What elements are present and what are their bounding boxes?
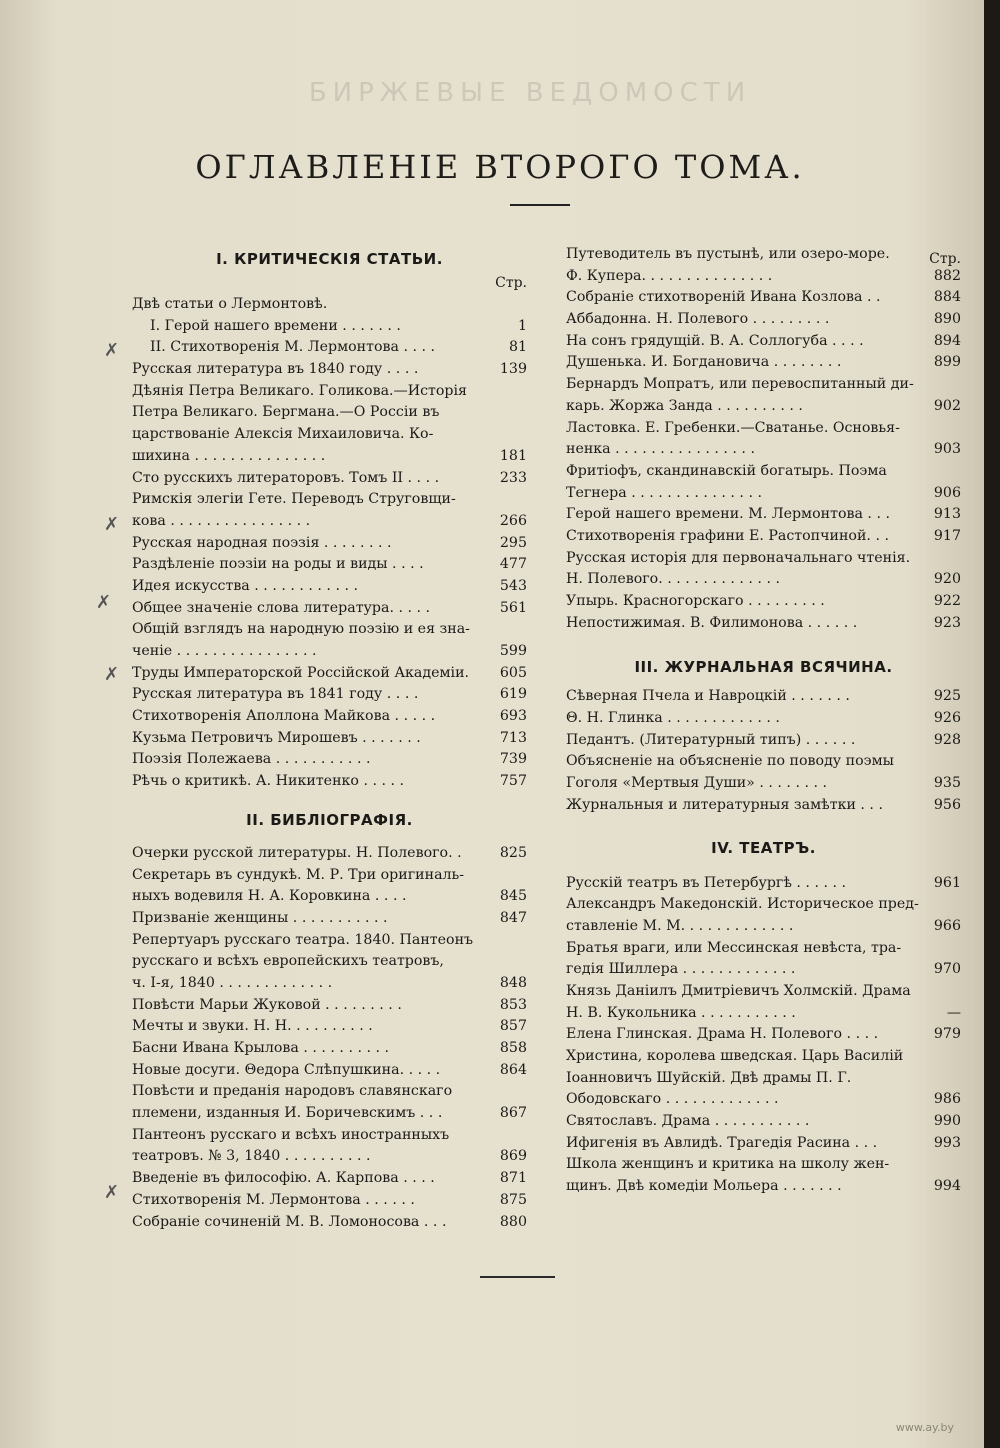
toc-entry-title: Ф. Купера. . . . . . . . . . . . . . . (566, 267, 773, 284)
toc-entry (566, 374, 961, 396)
section-critical-list (132, 294, 527, 793)
toc-entry-page: 871 (499, 1170, 527, 1187)
toc-entry (132, 402, 527, 424)
toc-entry (132, 886, 527, 908)
toc-entry-title: Θ. Н. Глинка . . . . . . . . . . . . . (566, 710, 780, 727)
toc-entry (132, 1038, 527, 1060)
toc-entry (132, 337, 527, 359)
toc-entry-title: Журнальныя и литературныя замѣтки . . . (566, 796, 883, 813)
toc-entry-page: 993 (933, 1134, 961, 1151)
toc-entry (566, 309, 961, 331)
toc-entry (132, 1060, 527, 1082)
toc-entry-page: 266 (499, 512, 527, 529)
toc-entry (132, 316, 527, 338)
toc-entry (566, 981, 961, 1003)
toc-entry (566, 331, 961, 353)
toc-entry-title: племени, изданныя И. Боричевскимъ . . . (132, 1105, 443, 1122)
book-spine-edge (984, 0, 1000, 1448)
toc-entry (132, 641, 527, 663)
toc-entry (566, 526, 961, 548)
section-heading-critical: I. КРИТИЧЕСКІЯ СТАТЬИ. (216, 250, 443, 268)
toc-entry (132, 663, 527, 685)
toc-entry (566, 1068, 961, 1090)
toc-entry-title: Князь Даніилъ Дмитріевичъ Холмскій. Драма (566, 982, 911, 999)
toc-entry-title: Мечты и звуки. Н. Н. . . . . . . . . . (132, 1018, 373, 1035)
toc-entry (132, 1081, 527, 1103)
toc-entry-page: 899 (933, 354, 961, 371)
toc-entry (566, 396, 961, 418)
toc-entry-page: 845 (499, 888, 527, 905)
toc-entry-page: 619 (499, 686, 527, 703)
section-heading-bibliography: II. БИБЛІОГРАФІЯ. (246, 810, 413, 829)
toc-entry-title: кова . . . . . . . . . . . . . . . . (132, 512, 311, 529)
toc-entry (132, 995, 527, 1017)
toc-entry-title: Н. Полевого. . . . . . . . . . . . . . (566, 571, 780, 588)
toc-entry-page: 882 (933, 267, 961, 284)
watermark: www.ay.by (895, 1421, 954, 1434)
toc-entry-page: 81 (508, 339, 527, 356)
toc-entry-title: Идея искусства . . . . . . . . . . . . (132, 577, 359, 594)
toc-entry (566, 1089, 961, 1111)
right-column (566, 246, 961, 1198)
toc-entry-page: 605 (499, 664, 527, 681)
toc-entry-page: 913 (933, 506, 961, 523)
toc-entry (132, 843, 527, 865)
toc-entry-title: Н. В. Кукольника . . . . . . . . . . . (566, 1004, 796, 1021)
toc-entry (132, 598, 527, 620)
toc-entry (132, 468, 527, 490)
toc-entry (132, 1016, 527, 1038)
toc-entry-title: Общее значеніе слова литература. . . . . (132, 599, 431, 616)
section-journal-list (566, 686, 961, 816)
toc-entry (566, 708, 961, 730)
toc-entry-title: Сѣверная Пчела и Навроцкій . . . . . . . (566, 688, 850, 705)
toc-entry (132, 576, 527, 598)
toc-entry (132, 706, 527, 728)
section-bibliography-continued-list (566, 244, 961, 634)
toc-entry-title: Двѣ статьи о Лермонтовѣ. (132, 296, 328, 312)
toc-entry-title: Басни Ивана Крылова . . . . . . . . . . (132, 1040, 390, 1056)
toc-entry (132, 1190, 527, 1212)
toc-entry-page: 925 (933, 688, 961, 705)
toc-entry-page: 864 (499, 1061, 527, 1078)
toc-entry-page: 848 (499, 974, 527, 991)
toc-entry-title: Русская литература въ 1841 году . . . . (132, 686, 419, 703)
toc-entry-title: Секретарь въ сундукѣ. М. Р. Три оригиналь- (132, 866, 465, 883)
toc-entry (132, 973, 527, 995)
toc-entry (566, 1024, 961, 1046)
toc-entry (566, 352, 961, 374)
toc-entry (566, 686, 961, 708)
toc-entry-page: 825 (499, 844, 527, 861)
toc-entry (132, 908, 527, 930)
toc-entry-title: Объясненіе на объясненіе по поводу поэмы (566, 753, 894, 770)
toc-entry-page: 867 (499, 1105, 527, 1122)
left-column (132, 246, 527, 1233)
toc-entry-title: Русская исторія для первоначальнаго чтенія. (566, 549, 911, 566)
toc-entry-page: 543 (499, 577, 527, 594)
toc-entry (132, 359, 527, 381)
toc-entry-title: Раздѣленіе поэзіи на роды и виды . . . . (132, 556, 424, 573)
toc-entry-title: Фритіофъ, скандинавскій богатырь. Поэма (566, 462, 887, 479)
toc-entry-title: Призваніе женщины . . . . . . . . . . . (132, 909, 388, 926)
toc-entry-title: щинъ. Двѣ комедіи Мольера . . . . . . . (566, 1178, 842, 1195)
toc-entry-page: 713 (499, 729, 527, 746)
toc-entry (132, 771, 527, 793)
toc-entry-title: Ифигенія въ Авлидѣ. Трагедія Расина . . . (566, 1134, 878, 1151)
toc-entry-page: 961 (933, 874, 961, 891)
toc-entry-title: шихина . . . . . . . . . . . . . . . (132, 447, 326, 464)
toc-entry (566, 287, 961, 309)
toc-entry (132, 1212, 527, 1234)
toc-entry-title: Братья враги, или Мессинская невѣста, тра- (566, 939, 902, 956)
toc-entry-page: 922 (933, 593, 961, 609)
toc-entry-page: 926 (933, 710, 961, 727)
toc-entry-title: Русская народная поэзія . . . . . . . . (132, 534, 392, 551)
toc-entry (566, 1133, 961, 1155)
toc-entry-title: карь. Жоржа Занда . . . . . . . . . . (566, 397, 803, 414)
toc-entry-page: 966 (933, 917, 961, 934)
title-divider (510, 204, 570, 206)
toc-entry-page: 890 (933, 311, 961, 328)
toc-entry-page: 979 (933, 1026, 961, 1043)
toc-entry (132, 728, 527, 750)
toc-entry-title: гедія Шиллера . . . . . . . . . . . . . (566, 961, 796, 978)
toc-entry-page: 853 (499, 996, 527, 1013)
pencil-check-mark: ✗ (104, 664, 120, 685)
toc-entry (132, 865, 527, 887)
toc-entry (132, 749, 527, 771)
bleed-through-header: БИРЖЕВЫЕ ВЕДОМОСТИ (308, 78, 752, 108)
toc-entry-page: 858 (499, 1040, 527, 1056)
toc-entry (566, 439, 961, 461)
toc-entry (132, 1168, 527, 1190)
toc-entry (566, 730, 961, 752)
page-title: ОГЛАВЛЕНІЕ ВТОРОГО ТОМА. (195, 148, 805, 186)
section-heading-theatre: IV. ТЕАТРЪ. (711, 838, 816, 857)
toc-entry-title: ненка . . . . . . . . . . . . . . . . (566, 441, 755, 458)
toc-entry (566, 773, 961, 795)
toc-entry (132, 533, 527, 555)
closing-rule (480, 1276, 555, 1278)
toc-entry-page: 986 (933, 1091, 961, 1108)
toc-entry-title: Рѣчь о критикѣ. А. Никитенко . . . . . (132, 773, 405, 790)
toc-entry (132, 684, 527, 706)
toc-entry-page: 295 (499, 534, 527, 551)
toc-entry-title: Стихотворенія Аполлона Майкова . . . . . (132, 708, 436, 725)
toc-entry-title: Школа женщинъ и критика на школу жен- (566, 1156, 890, 1173)
toc-entry (566, 504, 961, 526)
pencil-check-mark: ✗ (104, 514, 120, 535)
toc-entry-page: 894 (933, 332, 961, 349)
toc-entry-page: — (946, 1004, 961, 1021)
toc-entry-title: Стихотворенія М. Лермонтова . . . . . . (132, 1191, 415, 1208)
toc-entry-page: 233 (499, 469, 527, 486)
toc-entry-page: 847 (499, 909, 527, 926)
pencil-check-mark: ✗ (96, 592, 112, 613)
toc-entry (566, 418, 961, 440)
toc-entry (566, 938, 961, 960)
toc-entry-page: 857 (499, 1018, 527, 1035)
toc-entry (566, 795, 961, 817)
toc-entry (132, 930, 527, 952)
toc-entry-title: Новые досуги. Θедора Слѣпушкина. . . . . (132, 1061, 441, 1078)
toc-entry-page: 990 (933, 1113, 961, 1130)
toc-entry-page: 906 (933, 484, 961, 501)
toc-entry-page: 928 (933, 731, 961, 748)
toc-entry (132, 381, 527, 403)
toc-entry (132, 951, 527, 973)
toc-entry-title: Петра Великаго. Бергмана.—О Россіи въ (132, 404, 440, 421)
section-bibliography-list (132, 843, 527, 1233)
toc-entry (566, 1154, 961, 1176)
toc-entry-title: На сонъ грядущій. В. А. Соллогуба . . . . (566, 332, 864, 349)
toc-entry (132, 489, 527, 511)
toc-entry (566, 1003, 961, 1025)
toc-entry-title: Елена Глинская. Драма Н. Полевого . . . . (566, 1026, 879, 1043)
toc-entry-page: 970 (933, 961, 961, 978)
toc-entry-title: Общій взглядъ на народную поэзію и ея зна- (132, 621, 470, 638)
toc-entry-title: Душенька. И. Богдановича . . . . . . . . (566, 354, 842, 371)
toc-entry (132, 424, 527, 446)
toc-entry-title: Дѣянія Петра Великаго. Голикова.—Исторія (132, 382, 468, 399)
pencil-check-mark: ✗ (104, 340, 120, 361)
toc-entry-page: 956 (933, 796, 961, 813)
toc-entry (132, 446, 527, 468)
toc-entry-title: театровъ. № 3, 1840 . . . . . . . . . . (132, 1148, 371, 1165)
toc-entry-title: Герой нашего времени. М. Лермонтова . . . (566, 506, 890, 523)
toc-entry (566, 751, 961, 773)
toc-entry-title: Іоанновичъ Шуйскій. Двѣ драмы П. Г. (566, 1069, 852, 1086)
toc-entry (132, 1146, 527, 1168)
toc-entry-title: Собраніе сочиненій М. В. Ломоносова . . . (132, 1213, 447, 1230)
toc-entry-title: Повѣсти Марьи Жуковой . . . . . . . . . (132, 996, 402, 1013)
toc-entry-page: 875 (499, 1191, 527, 1208)
toc-entry-title: Кузьма Петровичъ Мирошевъ . . . . . . . (132, 729, 421, 746)
toc-entry-page: 869 (499, 1148, 527, 1165)
toc-entry (566, 613, 961, 635)
toc-entry-title: Сто русскихъ литераторовъ. Томъ II . . . . (132, 469, 440, 486)
toc-entry-page: 917 (933, 527, 961, 544)
toc-entry (566, 1111, 961, 1133)
toc-entry-title: Очерки русской литературы. Н. Полевого. . (132, 844, 462, 861)
toc-entry-page: 884 (933, 289, 961, 306)
toc-entry (132, 1103, 527, 1125)
toc-entry-title: Аббадонна. Н. Полевого . . . . . . . . . (566, 311, 830, 328)
toc-entry-title: Труды Императорской Россійской Академіи. (132, 664, 470, 681)
toc-entry-title: ныхъ водевиля Н. А. Коровкина . . . . (132, 888, 407, 905)
toc-entry (566, 244, 961, 266)
toc-entry-page: 739 (499, 751, 527, 768)
toc-entry (566, 1046, 961, 1068)
toc-entry-title: Святославъ. Драма . . . . . . . . . . . (566, 1113, 810, 1130)
toc-entry-title: Введеніе въ философію. А. Карпова . . . . (132, 1170, 435, 1187)
toc-entry-title: Тегнера . . . . . . . . . . . . . . . (566, 484, 762, 501)
toc-entry-title: Александръ Македонскій. Историческое пред- (566, 896, 919, 913)
toc-entry-title: Непостижимая. В. Филимонова . . . . . . (566, 614, 858, 631)
toc-entry-page: 599 (499, 643, 527, 659)
toc-entry-title: II. Стихотворенія М. Лермонтова . . . . (150, 339, 436, 356)
toc-entry-title: Упырь. Красногорскаго . . . . . . . . . (566, 593, 825, 609)
toc-entry-page: 693 (499, 708, 527, 725)
toc-entry (566, 1176, 961, 1198)
toc-entry-title: Повѣсти и преданія народовъ славянскаго (132, 1083, 453, 1100)
toc-entry-title: Русскій театръ въ Петербургѣ . . . . . . (566, 874, 847, 891)
pencil-check-mark: ✗ (104, 1182, 120, 1203)
toc-entry-title: Гоголя «Мертвыя Души» . . . . . . . . (566, 775, 828, 792)
section-heading-journal: III. ЖУРНАЛЬНАЯ ВСЯЧИНА. (634, 658, 893, 677)
toc-entry-title: Поэзія Полежаева . . . . . . . . . . . (132, 751, 371, 768)
toc-entry-title: Пантеонъ русскаго и всѣхъ иностранныхъ (132, 1126, 450, 1143)
toc-entry-title: Ластовка. Е. Гребенки.—Сватанье. Основья- (566, 419, 900, 436)
toc-entry-page: 994 (933, 1178, 961, 1195)
toc-entry-page: 920 (933, 571, 961, 588)
toc-entry-title: I. Герой нашего времени . . . . . . . (150, 317, 401, 334)
toc-entry-title: Педантъ. (Литературный типъ) . . . . . . (566, 731, 856, 748)
toc-entry-title: Русская литература въ 1840 году . . . . (132, 361, 419, 378)
toc-entry-title: Бернардъ Мопратъ, или перевоспитанный ди- (566, 376, 914, 393)
toc-entry-page: 880 (499, 1213, 527, 1230)
toc-entry-page: 139 (499, 361, 527, 378)
toc-entry-title: ченіе . . . . . . . . . . . . . . . . (132, 643, 317, 659)
toc-entry-title: Путеводитель въ пустынѣ, или озеро-море. (566, 246, 890, 262)
toc-entry (566, 266, 961, 288)
toc-entry-title: Римскія элегіи Гете. Переводъ Струговщи- (132, 491, 456, 508)
page-column-label: Стр. (495, 275, 527, 291)
toc-entry-title: Стихотворенія графини Е. Растопчиной. . . (566, 527, 889, 544)
page-column-label-right: Стр. (929, 251, 961, 267)
toc-entry-title: царствованіе Алексія Михаиловича. Ко- (132, 426, 434, 443)
toc-entry (566, 569, 961, 591)
toc-entry (132, 619, 527, 641)
toc-entry-title: Репертуаръ русскаго театра. 1840. Пантеонъ (132, 931, 474, 948)
toc-entry-title: ч. I-я, 1840 . . . . . . . . . . . . . (132, 974, 333, 991)
toc-entry-page: 1 (517, 317, 527, 334)
toc-entry (132, 294, 527, 316)
toc-entry (566, 873, 961, 895)
toc-entry (566, 959, 961, 981)
toc-entry-title: русскаго и всѣхъ европейскихъ театровъ, (132, 953, 444, 970)
toc-entry-title: Христина, королева шведская. Царь Василій (566, 1048, 904, 1064)
toc-entry (566, 461, 961, 483)
toc-entry (566, 483, 961, 505)
toc-entry (132, 511, 527, 533)
toc-entry-page: 902 (933, 397, 961, 414)
section-theatre-list (566, 873, 961, 1198)
toc-entry-page: 903 (933, 441, 961, 458)
toc-entry-page: 477 (499, 556, 527, 573)
toc-entry (566, 916, 961, 938)
toc-entry-page: 923 (933, 614, 961, 631)
toc-entry-page: 935 (933, 775, 961, 792)
toc-entry-page: 181 (499, 447, 527, 464)
toc-entry (566, 548, 961, 570)
toc-entry (132, 554, 527, 576)
toc-entry-page: 561 (499, 599, 527, 616)
toc-entry (132, 1125, 527, 1147)
toc-entry (566, 894, 961, 916)
toc-entry-title: ставленіе М. М. . . . . . . . . . . . . (566, 917, 794, 934)
toc-entry-page: 757 (499, 773, 527, 790)
toc-entry (566, 591, 961, 613)
toc-entry-title: Собраніе стихотвореній Ивана Козлова . . (566, 289, 881, 306)
toc-entry-title: Ободовскаго . . . . . . . . . . . . . (566, 1091, 779, 1108)
